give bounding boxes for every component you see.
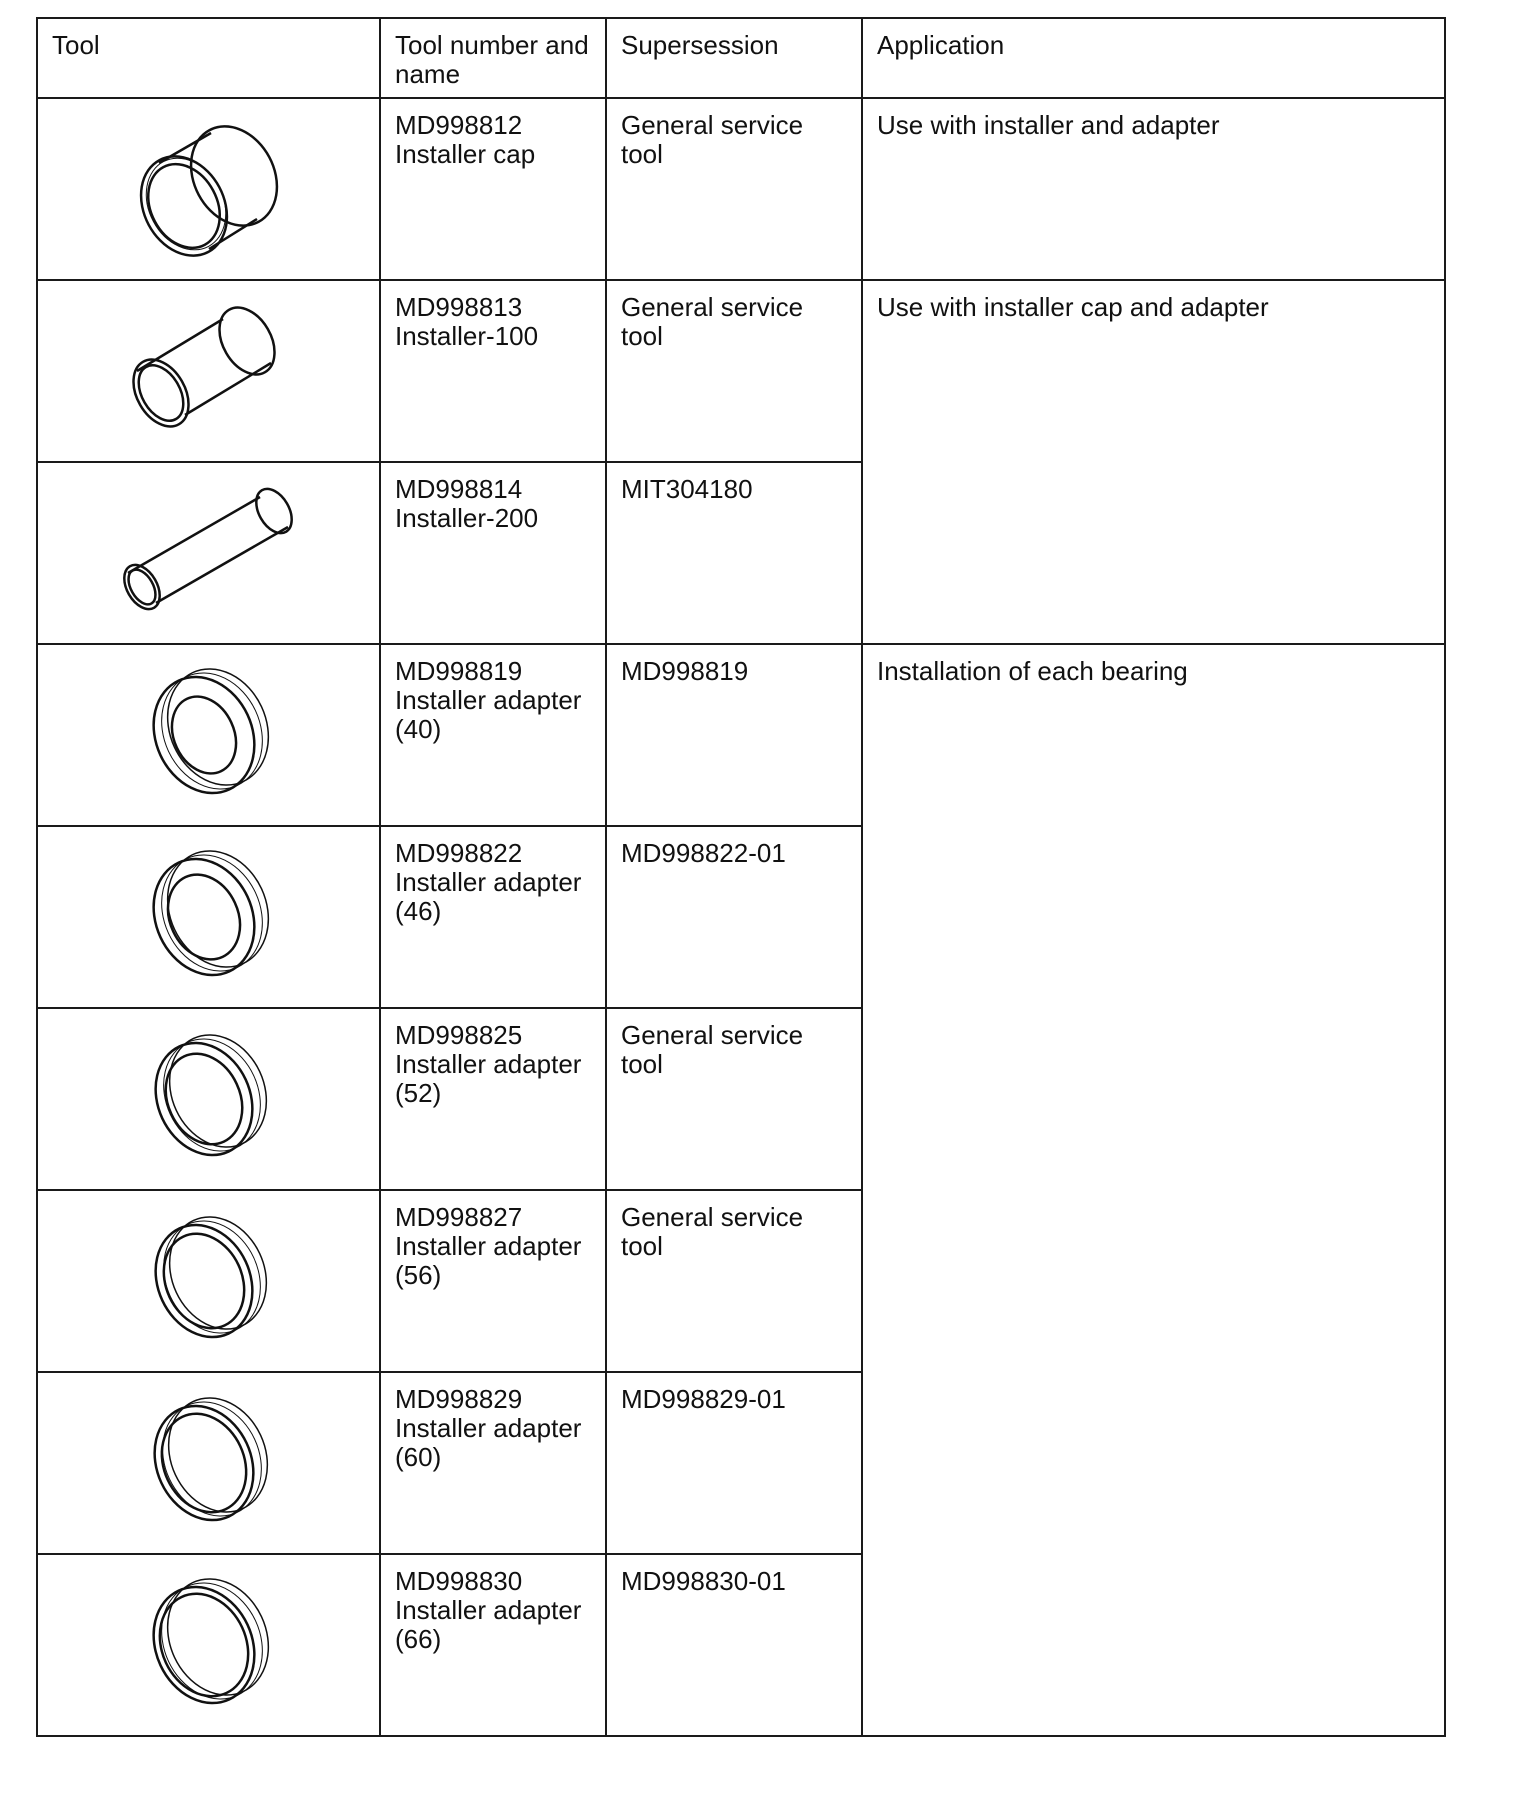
tool-size: (66) — [395, 1624, 442, 1654]
tool-name: Installer-100 — [395, 321, 539, 351]
tool-name: Installer adapter — [395, 1595, 582, 1625]
cap-ring-icon — [129, 111, 289, 271]
supersession-cell: MD998830-01 — [606, 1554, 862, 1736]
tool-size: (40) — [395, 714, 442, 744]
supersession-cell: MD998822-01 — [606, 826, 862, 1008]
adapter-ring-icon — [134, 1567, 284, 1717]
tool-name: Installer adapter — [395, 867, 582, 897]
tool-image-cell — [37, 1554, 380, 1736]
adapter-ring-icon — [134, 1385, 284, 1535]
tool-number-name-cell — [380, 98, 606, 280]
table-row — [37, 280, 1445, 462]
tool-number: MD998813 — [395, 292, 523, 322]
tool-size: (56) — [395, 1260, 442, 1290]
tool-name: Installer cap — [395, 139, 536, 169]
table-row — [37, 644, 1445, 826]
adapter-ring-icon — [134, 1021, 284, 1171]
supersession-cell: General service tool — [606, 1190, 862, 1372]
header-supersession: Supersession — [606, 18, 862, 98]
adapter-ring-icon — [134, 839, 284, 989]
header-row — [37, 18, 1445, 98]
tool-number-name-cell — [380, 1554, 606, 1736]
tool-number: MD998814 — [395, 474, 523, 504]
supersession-cell: MD998829-01 — [606, 1372, 862, 1554]
application-cell: Installation of each bearing — [862, 644, 1445, 1736]
supersession-cell: General service tool — [606, 1008, 862, 1190]
short-tube-icon — [119, 293, 299, 443]
tool-name: Installer-200 — [395, 503, 539, 533]
supersession-cell: MIT304180 — [606, 462, 862, 644]
header-application: Application — [862, 18, 1445, 98]
header-tool: Tool — [37, 18, 380, 98]
tool-number-name-cell — [380, 1190, 606, 1372]
tool-name: Installer adapter — [395, 1231, 582, 1261]
tool-number-name-cell — [380, 462, 606, 644]
tool-number-name-cell — [380, 280, 606, 462]
tool-name: Installer adapter — [395, 1413, 582, 1443]
tool-name: Installer adapter — [395, 685, 582, 715]
tool-image-cell — [37, 1372, 380, 1554]
tool-number-name-cell — [380, 644, 606, 826]
supersession-cell: General service tool — [606, 280, 862, 462]
tool-image-cell — [37, 98, 380, 280]
tool-image-cell — [37, 462, 380, 644]
long-tube-icon — [114, 475, 304, 625]
tool-image-cell — [37, 826, 380, 1008]
tool-number: MD998830 — [395, 1566, 523, 1596]
tool-image-cell — [37, 644, 380, 826]
application-cell: Use with installer cap and adapter — [862, 280, 1445, 644]
tool-number: MD998822 — [395, 838, 523, 868]
application-cell: Use with installer and adapter — [862, 98, 1445, 280]
tool-number-name-cell — [380, 826, 606, 1008]
tool-number: MD998819 — [395, 656, 523, 686]
tool-number-name-cell — [380, 1008, 606, 1190]
special-tools-table — [36, 17, 1446, 1737]
supersession-cell: MD998819 — [606, 644, 862, 826]
tool-number: MD998827 — [395, 1202, 523, 1232]
tool-image-cell — [37, 1190, 380, 1372]
tool-image-cell — [37, 1008, 380, 1190]
tool-size: (46) — [395, 896, 442, 926]
tool-size: (52) — [395, 1078, 442, 1108]
supersession-cell: General service tool — [606, 98, 862, 280]
table-row — [37, 98, 1445, 280]
adapter-ring-icon — [134, 657, 284, 807]
tool-number-name-cell — [380, 1372, 606, 1554]
tool-number: MD998825 — [395, 1020, 523, 1050]
header-tool-number-name: Tool number and name — [380, 18, 606, 98]
tool-name: Installer adapter — [395, 1049, 582, 1079]
tool-image-cell — [37, 280, 380, 462]
tool-number: MD998812 — [395, 110, 523, 140]
adapter-ring-icon — [134, 1203, 284, 1353]
tool-size: (60) — [395, 1442, 442, 1472]
tool-number: MD998829 — [395, 1384, 523, 1414]
